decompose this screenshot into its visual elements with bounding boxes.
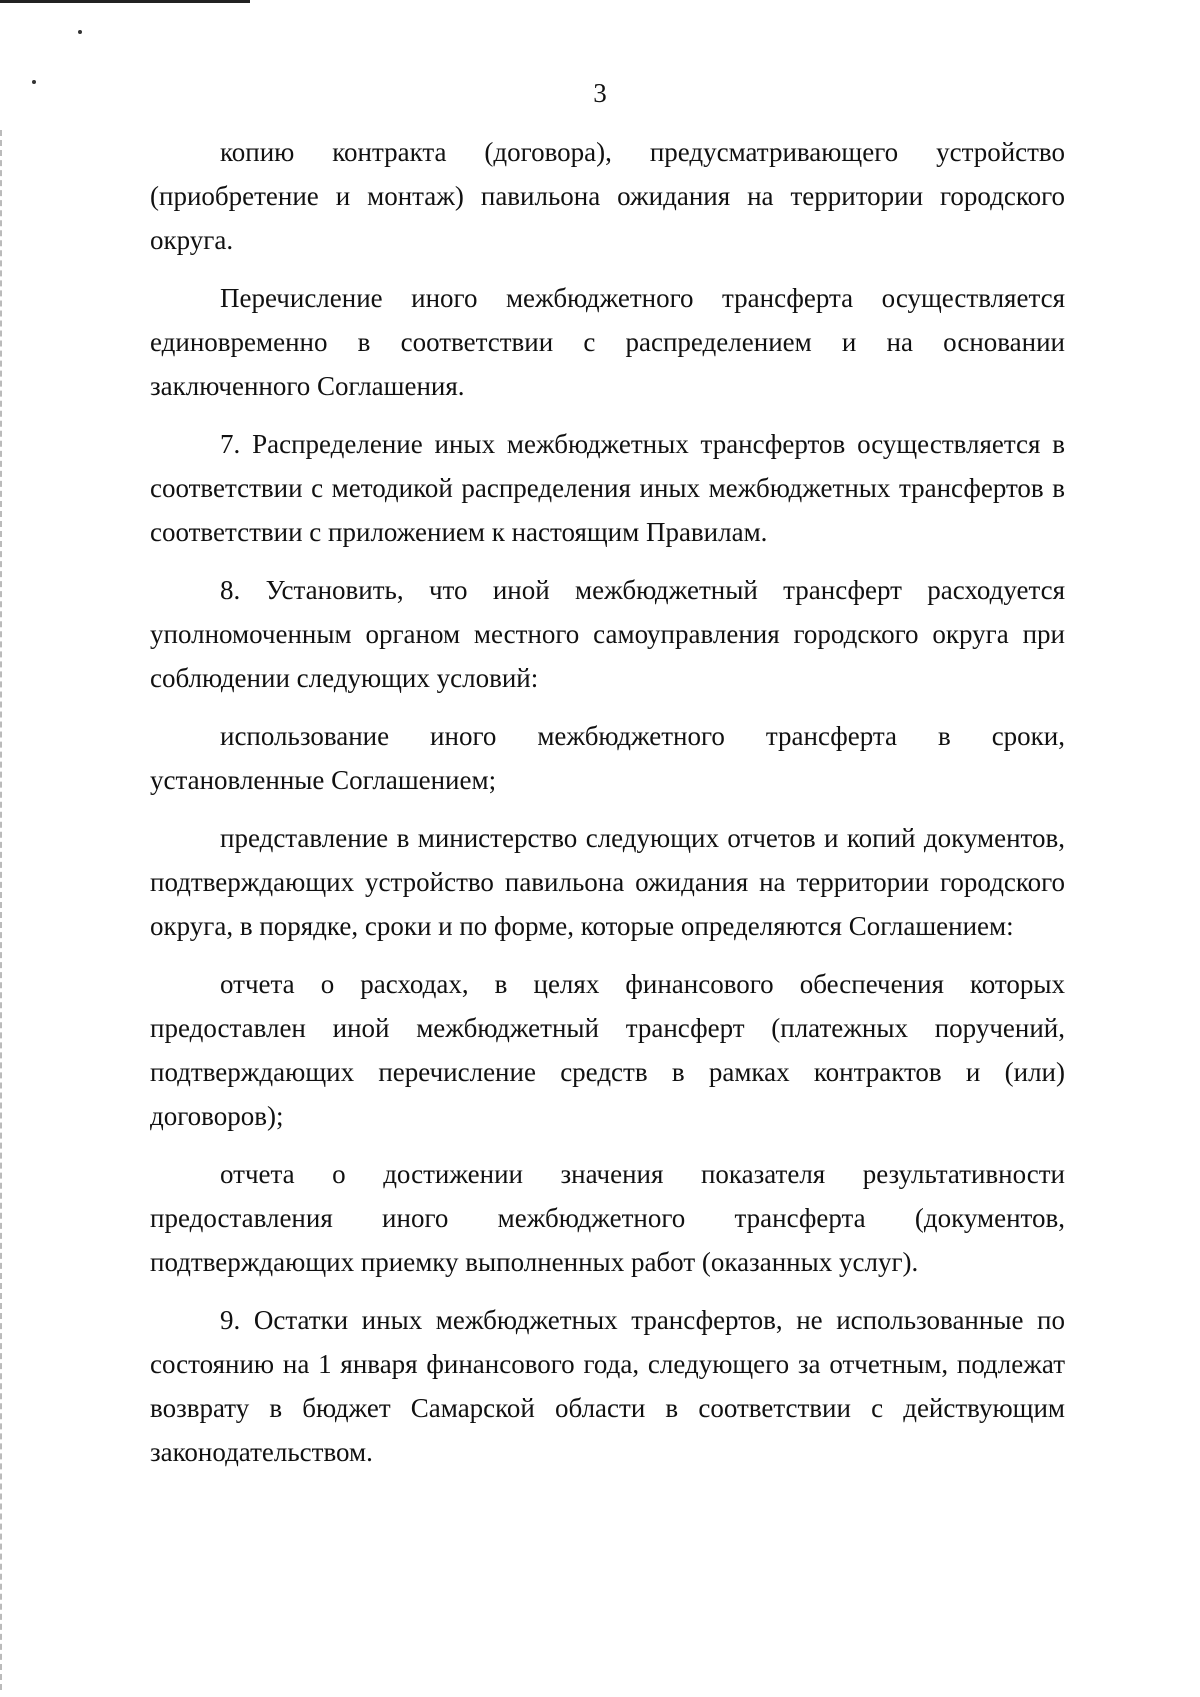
paragraph-7-distribution: 7. Распределение иных межбюджетных трансфертов осуществляется в соответствии с методикой распределения иных межбюджетных трансфертов в соответствии с приложением к настоящим Правилам. [150,429,1065,547]
page-number: 3 [593,78,607,108]
top-border-line [0,0,250,3]
condition-usage-terms: использование иного межбюджетного трансферта в сроки, установленные Соглашением; [150,721,1065,795]
paragraph-8-conditions: 8. Установить, что иной межбюджетный трансферт расходуется уполномоченным органом местного самоуправления городского округа при соблюдении следующих условий: [150,575,1065,693]
paragraph-contract-copy: копию контракта (договора), предусматривающего устройство (приобретение и монтаж) павильона ожидания на территории городского округа. [150,137,1065,255]
report-performance-indicator: отчета о достижении значения показателя результативности предоставления иного межбюджетного трансферта (документов, подтверждающих приемку выполненных работ (оказанных услуг). [150,1159,1065,1277]
condition-reports-submission: представление в министерство следующих отчетов и копий документов, подтверждающих устройство павильона ожидания на территории городского округа, в порядке, сроки и по форме, которые определяются Соглашением: [150,823,1065,941]
paragraph-transfer-payment: Перечисление иного межбюджетного трансферта осуществляется единовременно в соответствии с распределением и на основании заключенного Соглашения. [150,283,1065,401]
report-expenses: отчета о расходах, в целях финансового обеспечения которых предоставлен иной межбюджетный трансферт (платежных поручений, подтверждающих перечисление средств в рамках контрактов и (или) договоров); [150,969,1065,1131]
paragraph-9-remainders: 9. Остатки иных межбюджетных трансфертов, не использованные по состоянию на 1 января финансового года, следующего за отчетным, подлежат возврату в бюджет Самарской области в соответствии с действующим законодательством. [150,1305,1065,1467]
scan-left-edge [0,130,5,1690]
document-body [150,130,1065,1488]
scan-speck [78,30,82,34]
